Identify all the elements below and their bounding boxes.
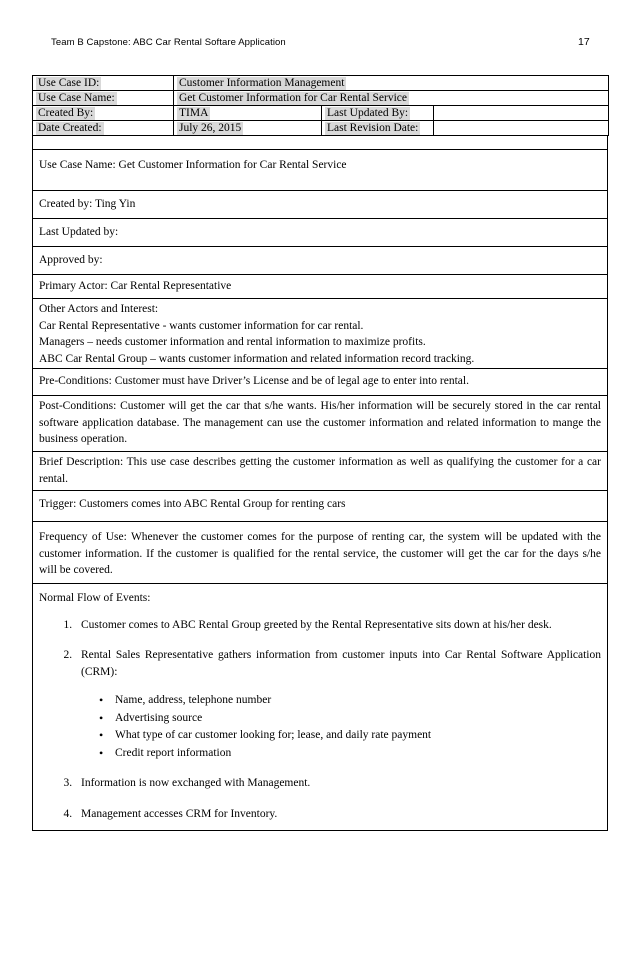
approved-by-text: Approved by: (39, 254, 103, 266)
other-actor-line: Car Rental Representative - wants customer information for car rental. (39, 319, 364, 332)
use-case-name-value: Get Customer Information for Car Rental Service (174, 91, 609, 106)
brief-description-row (33, 452, 607, 491)
crm-data-bullets (81, 692, 601, 761)
created-by-text: Created by: Ting Yin (39, 198, 136, 210)
flow-step: 1. Customer comes to ABC Rental Group greeted by the Rental Representative sits down at his/her desk. (75, 617, 601, 634)
primary-actor-row (33, 275, 607, 299)
post-conditions-row (33, 396, 607, 452)
use-case-name-row (33, 150, 607, 191)
normal-flow-heading: Normal Flow of Events: (39, 592, 151, 604)
pre-conditions-row (33, 369, 607, 396)
table-spacer-row (32, 135, 608, 150)
flow-step: 3. Information is now exchanged with Management. (75, 775, 601, 792)
last-updated-by-text: Last Updated by: (39, 226, 119, 238)
post-conditions-text: Post-Conditions: Customer will get the car that s/he wants. His/her information will be securely stored in the car rental software application database. The management can use the customer information and related information to mange the business operation. (39, 400, 601, 445)
pre-conditions-text: Pre-Conditions: Customer must have Driver’s License and be of legal age to enter into rental. (39, 375, 469, 387)
approved-by-row (33, 247, 607, 275)
other-actor-line: Managers – needs customer information and rental information to maximize profits. (39, 336, 426, 348)
created-by-label: Created By: (33, 106, 174, 121)
page-header (0, 0, 638, 56)
primary-actor-text: Primary Actor: Car Rental Representative (39, 280, 232, 292)
other-actor-line: ABC Car Rental Group – wants customer information and related information record tracking. (39, 352, 475, 365)
trigger-row (33, 491, 607, 522)
page-number: 17 (578, 36, 590, 48)
use-case-info-table (32, 75, 609, 136)
use-case-detail-table (32, 149, 608, 831)
last-revision-date-value (434, 121, 609, 136)
date-created-label: Date Created: (33, 121, 174, 136)
trigger-text: Trigger: Customers comes into ABC Rental Group for renting cars (39, 498, 346, 510)
last-revision-date-label: Last Revision Date: (322, 121, 434, 136)
last-updated-by-row (33, 219, 607, 247)
brief-description-text: Brief Description: This use case describes getting the customer information as well as qualifying the customer for a car rental. (39, 456, 601, 485)
use-case-name-text: Use Case Name: Get Customer Information for Car Rental Service (39, 159, 347, 171)
info-row (33, 91, 609, 106)
created-by-row (33, 191, 607, 219)
date-created-value: July 26, 2015 (174, 121, 322, 136)
bullet-item: • What type of car customer looking for; lease, and daily rate payment (115, 727, 601, 744)
other-actors-row (33, 299, 607, 369)
frequency-of-use-text: Frequency of Use: Whenever the customer comes for the purpose of renting car, the system will be updated with the customer information. If the customer is qualified for the rental service, the customer will get the car for the days s/he will be covered. (39, 531, 601, 576)
flow-step: 2. Rental Sales Representative gathers information from customer inputs into Car Rental Software Application (CRM): • Name, address, telephone number • Advertising source • What type of car customer looking for; lease, and daily rate payment • Credit report information (75, 647, 601, 761)
info-row (33, 106, 609, 121)
normal-flow-steps (39, 617, 601, 823)
use-case-id-value: Customer Information Management (174, 76, 609, 91)
last-updated-by-label: Last Updated By: (322, 106, 434, 121)
bullet-item: • Advertising source (115, 710, 601, 727)
header-title: Team B Capstone: ABC Car Rental Softare Application (51, 37, 286, 48)
other-actors-heading: Other Actors and Interest: (39, 303, 159, 315)
flow-step: 4. Management accesses CRM for Inventory. (75, 806, 601, 823)
created-by-value: TIMA (174, 106, 322, 121)
use-case-name-label: Use Case Name: (33, 91, 174, 106)
use-case-id-label: Use Case ID: (33, 76, 174, 91)
bullet-item: • Credit report information (115, 745, 601, 762)
bullet-item: • Name, address, telephone number (115, 692, 601, 709)
normal-flow-row (33, 584, 607, 830)
last-updated-by-value (434, 106, 609, 121)
info-row (33, 121, 609, 136)
info-row (33, 76, 609, 91)
frequency-of-use-row (33, 522, 607, 584)
